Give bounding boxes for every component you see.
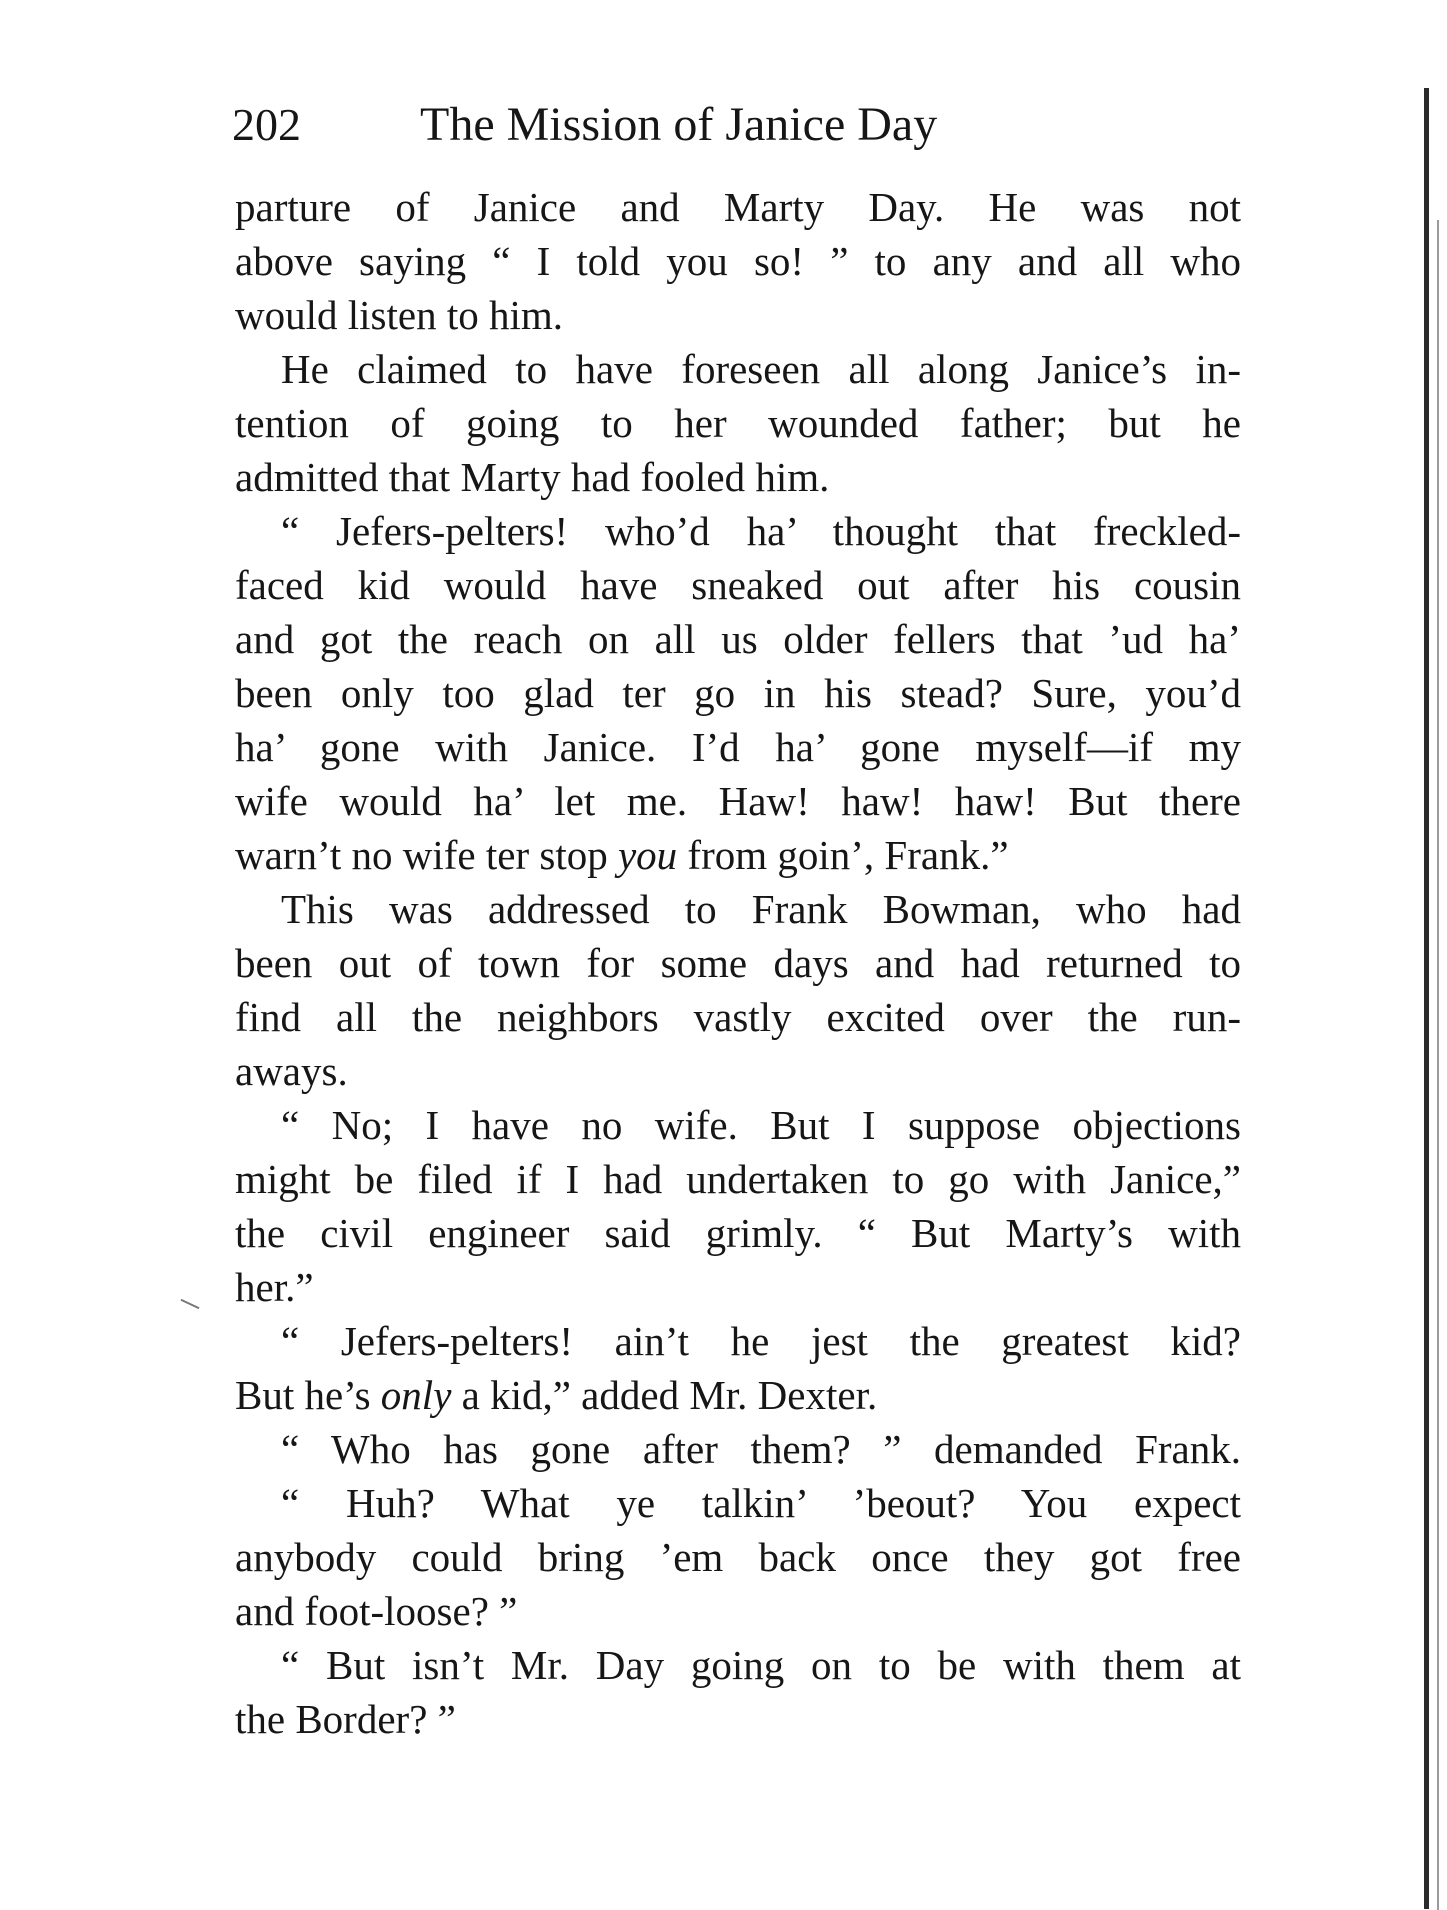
- text-line: tention of going to her wounded father; but he: [235, 400, 1241, 446]
- text-line: the civil engineer said grimly. “ But Marty’s with: [235, 1210, 1241, 1256]
- text-line: “ But isn’t Mr. Day going on to be with them at: [281, 1642, 1241, 1688]
- page-edge-line: [1437, 220, 1439, 1910]
- text-line: the Border? ”: [235, 1696, 456, 1742]
- page-edge-shadow: [1424, 88, 1429, 1909]
- text-line: “ Huh? What ye talkin’ ’beout? You expect: [281, 1480, 1241, 1526]
- running-title: The Mission of Janice Day: [420, 98, 938, 151]
- text-line: faced kid would have sneaked out after his cousin: [235, 562, 1241, 608]
- text-line: “ Who has gone after them? ” demanded Frank.: [281, 1426, 1241, 1472]
- text-line: her.”: [235, 1264, 314, 1310]
- text-line: above saying “ I told you so! ” to any and all who: [235, 238, 1241, 284]
- text-line: and got the reach on all us older fellers that ’ud ha’: [235, 616, 1241, 662]
- text-line: This was addressed to Frank Bowman, who had: [281, 886, 1241, 932]
- text-line: and foot-loose? ”: [235, 1588, 518, 1634]
- italic-run: only: [380, 1372, 452, 1418]
- running-header: [232, 95, 1052, 165]
- text-run: from goin’, Frank.”: [677, 832, 1009, 878]
- text-line: [235, 828, 1241, 882]
- text-line: been out of town for some days and had returned to: [235, 940, 1241, 986]
- text-line: might be filed if I had undertaken to go with Janice,”: [235, 1156, 1241, 1202]
- text-run: warn’t no wife ter stop: [235, 832, 618, 878]
- text-run: But he’s: [235, 1372, 381, 1418]
- text-line: wife would ha’ let me. Haw! haw! haw! But there: [235, 778, 1241, 824]
- stray-mark: [181, 1299, 200, 1309]
- text-line: He claimed to have foreseen all along Janice’s in-: [281, 346, 1241, 392]
- text-line: “ No; I have no wife. But I suppose objections: [281, 1102, 1241, 1148]
- text-line: parture of Janice and Marty Day. He was not: [235, 184, 1241, 230]
- text-line: ha’ gone with Janice. I’d ha’ gone myself—if my: [235, 724, 1241, 770]
- text-line: “ Jefers-pelters! who’d ha’ thought that freckled-: [281, 508, 1241, 554]
- text-line: been only too glad ter go in his stead? Sure, you’d: [235, 670, 1241, 716]
- text-line: would listen to him.: [235, 292, 563, 338]
- text-line: “ Jefers-pelters! ain’t he jest the greatest kid?: [281, 1318, 1241, 1364]
- text-run: a kid,” added Mr. Dexter.: [451, 1372, 878, 1418]
- text-line: admitted that Marty had fooled him.: [235, 454, 830, 500]
- italic-run: you: [617, 832, 678, 878]
- text-line: find all the neighbors vastly excited over the run-: [235, 994, 1241, 1040]
- text-line: aways.: [235, 1048, 348, 1094]
- text-line: [235, 1368, 1241, 1422]
- page-number: 202: [232, 99, 301, 150]
- text-line: anybody could bring ’em back once they got free: [235, 1534, 1241, 1580]
